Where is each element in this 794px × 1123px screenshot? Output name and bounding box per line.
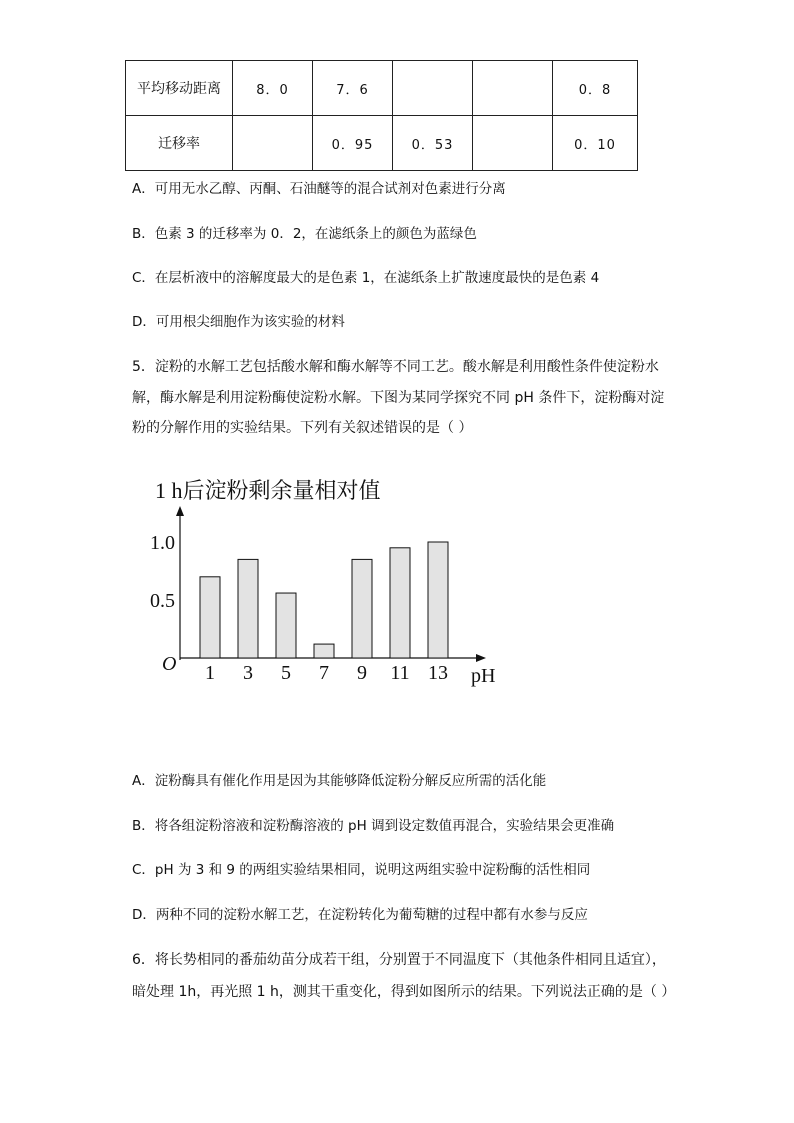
bar-ph-1 [200, 577, 220, 658]
table-cell [233, 116, 313, 171]
q5-option-c: C．pH 为 3 和 9 的两组实验结果相同，说明这两组实验中淀粉酶的活性相同 [132, 862, 591, 878]
q4-option-a: A．可用无水乙醇、丙酮、石油醚等的混合试剂对色素进行分离 [132, 181, 506, 197]
row-header: 平均移动距离 [126, 61, 233, 116]
q6-stem-line: 6．将长势相同的番茄幼苗分成若干组，分别置于不同温度下（其他条件相同且适宜）， [132, 952, 666, 968]
table-cell: 0．10 [553, 116, 638, 171]
x-tick-label: 13 [428, 662, 448, 684]
table-cell [473, 61, 553, 116]
y-tick-label: 0.5 [150, 590, 175, 612]
x-tick-label: 9 [357, 662, 367, 684]
q4-option-b: B．色素 3 的迁移率为 0．2，在滤纸条上的颜色为蓝绿色 [132, 226, 477, 242]
migration-table [125, 60, 638, 171]
q5-option-a: A．淀粉酶具有催化作用是因为其能够降低淀粉分解反应所需的活化能 [132, 773, 547, 789]
table-cell: 0．53 [393, 116, 473, 171]
origin-label: O [162, 653, 177, 675]
table-row [126, 116, 638, 171]
x-tick-label: 1 [205, 662, 215, 684]
table-cell [473, 116, 553, 171]
q4-option-d: D．可用根尖细胞作为该实验的材料 [132, 314, 345, 330]
bar-ph-11 [390, 548, 410, 658]
bar-ph-5 [276, 593, 296, 658]
bar-ph-13 [428, 542, 448, 658]
q5-option-b: B．将各组淀粉溶液和淀粉酶溶液的 pH 调到设定数值再混合，实验结果会更准确 [132, 818, 615, 834]
table-cell: 0．8 [553, 61, 638, 116]
table-cell: 0．95 [313, 116, 393, 171]
starch-ph-bar-chart [140, 470, 520, 700]
q5-stem-line: 解，酶水解是利用淀粉酶使淀粉水解。下图为某同学探究不同 pH 条件下，淀粉酶对淀 [132, 390, 665, 406]
bar-ph-3 [238, 559, 258, 658]
bar-ph-9 [352, 559, 372, 658]
bar-ph-7 [314, 644, 334, 658]
table-cell [393, 61, 473, 116]
q4-option-c: C．在层析液中的溶解度最大的是色素 1，在滤纸条上扩散速度最快的是色素 4 [132, 270, 600, 286]
x-axis-label: pH [471, 665, 496, 687]
y-axis-arrow-icon [176, 506, 184, 516]
x-tick-label: 5 [281, 662, 291, 684]
table-cell: 8．0 [233, 61, 313, 116]
x-tick-label: 11 [390, 662, 410, 684]
q5-stem-line: 5．淀粉的水解工艺包括酸水解和酶水解等不同工艺。酸水解是利用酸性条件使淀粉水 [132, 359, 659, 375]
q6-stem-line: 暗处理 1h，再光照 1 h，测其干重变化，得到如图所示的结果。下列说法正确的是（ ） [132, 984, 676, 1000]
table-cell: 7．6 [313, 61, 393, 116]
y-tick-label: 1.0 [150, 532, 175, 554]
table-row [126, 61, 638, 116]
x-tick-label: 7 [319, 662, 329, 684]
chart-title: 1 h后淀粉剩余量相对值 [155, 478, 381, 503]
row-header: 迁移率 [126, 116, 233, 171]
x-tick-label: 3 [243, 662, 253, 684]
q5-stem-line: 粉的分解作用的实验结果。下列有关叙述错误的是（ ） [132, 420, 473, 436]
x-axis-arrow-icon [476, 654, 486, 662]
q5-option-d: D．两种不同的淀粉水解工艺，在淀粉转化为葡萄糖的过程中都有水参与反应 [132, 907, 588, 923]
